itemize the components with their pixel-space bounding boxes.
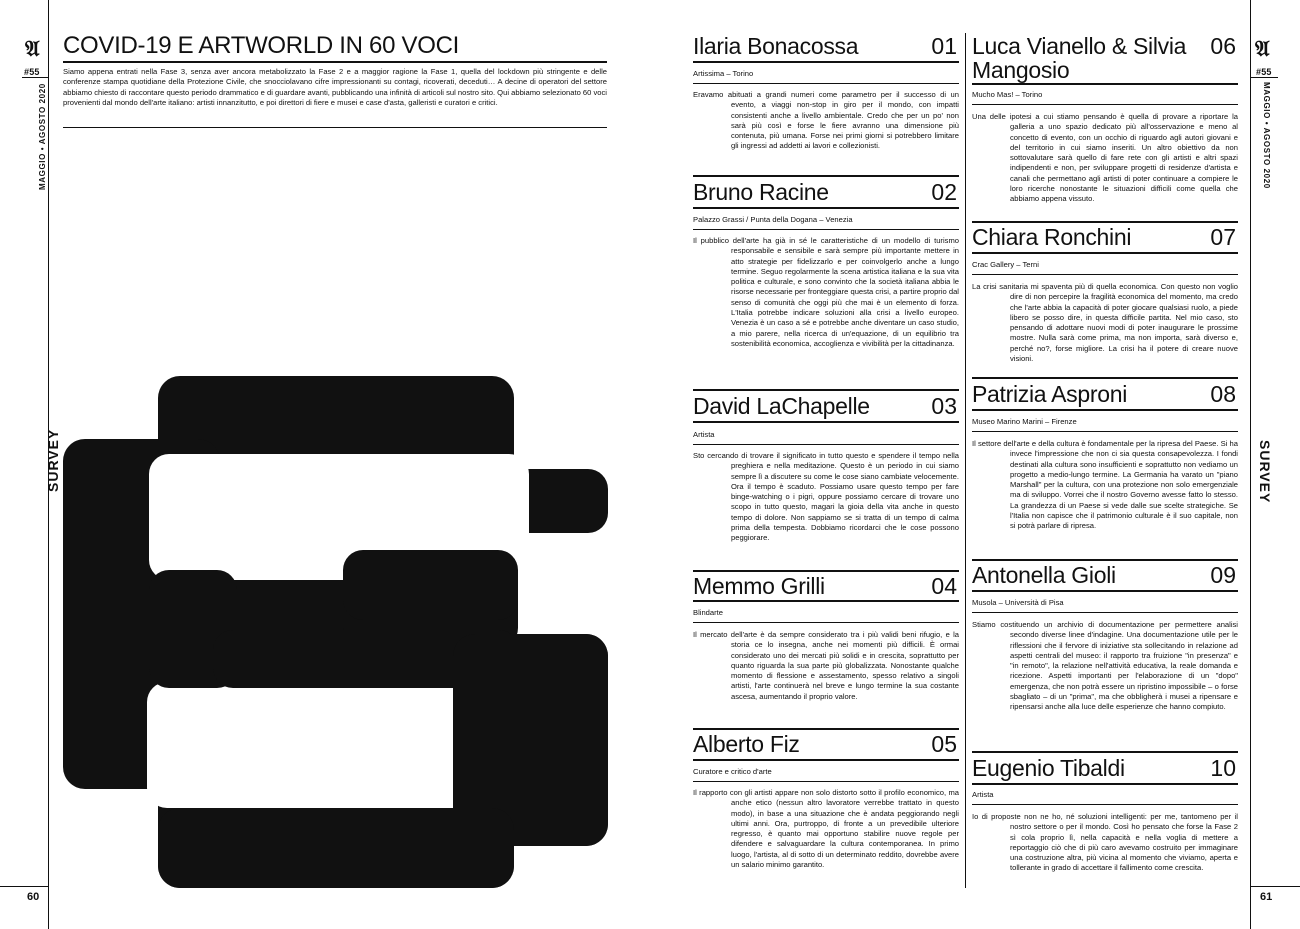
entry-rule — [972, 783, 1238, 785]
entry-05-header — [693, 732, 959, 762]
entry-04-affiliation: Blindarte — [693, 608, 723, 617]
entry-rule — [693, 229, 959, 230]
entry-number: 08 — [1210, 381, 1236, 407]
issue-rule — [22, 77, 48, 78]
column-rule — [965, 33, 966, 888]
entry-05-text: Il rapporto con gli artisti appare non solo distorto sotto il profilo economico, ma anche etico (nessun altro lavoratore verrebbe trattato in questo modo), in base a una situazione che è andata peggiorando negli ultimi anni. Ora, purtroppo, di fronte a un prevedibile ulteriore regresso, è quanto mai opportuno stabilire nuove regole per difendere e salvaguardare la cultura contemporanea. In primo luogo, l'artista, al di sotto di un determinato reddito, dovrebbe avere un salario minimo garantito. — [693, 788, 959, 870]
artribune-logo-icon: 𝔄 — [1255, 36, 1270, 62]
entry-08-affiliation: Museo Marino Marini – Firenze — [972, 417, 1077, 426]
entry-03-affiliation: Artista — [693, 430, 715, 439]
issue-rule-right — [1250, 77, 1278, 78]
article-intro: Siamo appena entrati nella Fase 3, senza aver ancora metabolizzato la Fase 2 e a maggior ragione la Fase 1, quella del lockdown più stringente e delle conferenze stampa quotidiane della Protezione Civile, che snocciolavano cifre impressionanti su contagi, ricoverati, deceduti… A decine di operatori del settore abbiamo chiesto di raccontare questo periodo drammatico e di guardare avanti, pubblicando una infinità di articoli sul nostro sito. Qui abbiamo selezionato 60 voci provenienti dal mondo dell'arte italiano: artisti innanzitutto, e poi direttori di fiere e musei e case d'asta, galleristi e curatori e critici. — [63, 67, 607, 108]
page-number-left: 60 — [27, 891, 40, 903]
issue-number-right: #55 — [1256, 67, 1272, 77]
entry-name: Chiara Ronchini — [972, 224, 1132, 250]
entry-07-text: La crisi sanitaria mi spaventa più di quella economica. Con questo non voglio dire di non percepire la fragilità economica del momento, ma credo che l'arte abbia la capacità di poter giocare qualsiasi ruolo, a piede libero se posso dire, in questa difficile partita. Nel mio caso, sto pensando di adottare nuovi modi di poter inaugurare le prossime mostre. Nulla sarà come prima, ma non importa, sarà diverso e, perché no?, forse migliore. La crisi ha il potere di creare nuove visioni. — [972, 282, 1238, 364]
entry-rule — [693, 570, 959, 572]
entry-02-header — [693, 180, 959, 210]
issue-date-left: MAGGIO • AGOSTO 2020 — [38, 83, 47, 190]
entry-10-header — [972, 756, 1238, 786]
s-block — [158, 808, 514, 888]
section-label-right: SURVEY — [1257, 440, 1273, 504]
entry-09-text: Stiamo costituendo un archivio di documentazione per permettere analisi secondo diverse linee d'indagine. Una documentazione utile per le riflessioni che il fervore di iniziative sta sollecitando in relazione ad aspetti centrali del museo: il rapporto tra fruizione "in presenza" e "in remoto", la relazione nell'attività educativa, la reale domanda e ricezione. Aspetti importanti per l'elaborazione di un "dopo" emergenza, che non potrà essere un ripristino impossibile – o forse sbagliato – di un "prima", ma che obbligherà i musei a ripensare e ripensarsi anche alla luce delle esperienze che hanno compiuto. — [972, 620, 1238, 712]
entry-name: Alberto Fiz — [693, 731, 800, 757]
entry-rule — [972, 83, 1238, 85]
page-number-right: 61 — [1260, 891, 1273, 903]
right-margin-rule — [1250, 0, 1251, 929]
entry-number: 07 — [1210, 224, 1236, 250]
artribune-logo-icon: 𝔄 — [25, 36, 40, 62]
entry-rule — [972, 431, 1238, 432]
entry-rule — [693, 622, 959, 623]
entry-06-affiliation: Mucho Mas! – Torino — [972, 90, 1043, 99]
entry-10-text: Io di proposte non ne ho, né soluzioni intelligenti: per me, tantomeno per il nostro settore o per il mondo. Così ho pensato che forse la Fase 2 sì cola proprio lì, nella capacità e nella voglia di mettere a reportaggio ciò che di più caro avevamo costruito per immaginare una costruzione altra, più vicina al momento che viviamo, aperta e tollerante in grado di accettare il fallimento come crescita. — [972, 812, 1238, 873]
page-title: COVID-19 E ARTWORLD IN 60 VOCI — [63, 32, 459, 59]
entry-rule — [693, 444, 959, 445]
entry-07-header — [972, 225, 1238, 255]
entry-rule — [972, 252, 1238, 254]
entry-07-affiliation: Crac Gallery – Terni — [972, 260, 1039, 269]
entry-name: Ilaria Bonacossa — [693, 33, 859, 59]
entry-name: Antonella Gioli — [972, 562, 1116, 588]
entry-number: 04 — [931, 573, 957, 599]
entry-rule — [693, 781, 959, 782]
entry-name: Memmo Grilli — [693, 573, 825, 599]
entry-03-text: Sto cercando di trovare il significato in tutto questo e spendere il tempo nella preghiera e nella meditazione. Questo è un periodo in cui siamo sempre lì a discutere su come le cose siano cambiate velocemente. Ora il tempo è scaduto. Possiamo usare questo tempo per fare binge-watching o i pigri, oppure possiamo cercare di trovare uno scopo in tutto questo, magari la gioia della vita anche in questo tempo di dolore. Non sappiamo se si tratta di un tempo di calma prima della tempesta. Dobbiamo ricordarci che le cose possono peggiorare. — [693, 451, 959, 543]
entry-rule — [972, 559, 1238, 561]
entry-rule — [693, 728, 959, 730]
entry-09-affiliation: Musola – Università di Pisa — [972, 598, 1064, 607]
intro-rule — [63, 127, 607, 128]
entry-rule — [693, 421, 959, 423]
entry-10-affiliation: Artista — [972, 790, 994, 799]
entry-rule — [693, 83, 959, 84]
entry-rule — [972, 612, 1238, 613]
entry-03-header — [693, 394, 959, 424]
section-label-left: SURVEY — [45, 428, 61, 492]
issue-date-right: MAGGIO • AGOSTO 2020 — [1262, 82, 1271, 189]
folio-rule-right — [1250, 886, 1300, 887]
entry-number: 01 — [931, 33, 957, 59]
entry-number: 09 — [1210, 562, 1236, 588]
entry-number: 06 — [1210, 33, 1236, 59]
entry-name: Bruno Racine — [693, 179, 829, 205]
entry-rule — [972, 104, 1238, 105]
entry-06-text: Una delle ipotesi a cui stiamo pensando è quella di provare a riportare la galleria a uno spazio dedicato più all'osservazione e meno al concetto di evento, con un occhio di riguardo agli autori giovani e del territorio in cui siamo inseriti. Un altro obiettivo da non sottovalutare sarà quello di fare rete con gli artisti e altri spazi indipendenti e non, per sviluppare progetti di residenze d'artista e canali che permettano agli artisti di poter continuare a compiere le loro ricerche nonostante le situazioni difficili come quella che abbiamo appena vissuto. — [972, 112, 1238, 204]
entry-rule — [693, 600, 959, 602]
entry-01-header — [693, 34, 959, 64]
entry-number: 02 — [931, 179, 957, 205]
entry-number: 03 — [931, 393, 957, 419]
s-block — [343, 550, 518, 620]
entry-06-header — [972, 34, 1238, 84]
entry-name: Patrizia Asproni — [972, 381, 1127, 407]
folio-rule-left — [0, 886, 48, 887]
entry-name: Luca Vianello & Silvia Mangosio — [972, 33, 1187, 83]
entry-05-affiliation: Curatore e critico d'arte — [693, 767, 772, 776]
entry-rule — [972, 274, 1238, 275]
pixel-s-illustration — [63, 376, 608, 888]
entry-rule — [693, 389, 959, 391]
entry-08-header — [972, 382, 1238, 412]
entry-rule — [972, 804, 1238, 805]
entry-08-text: Il settore dell'arte e della cultura è fondamentale per la ripresa del Paese. Si ha invece l'impressione che non ci sia questa consapevolezza. I fondi destinati alla cultura sono insufficienti e soprattutto non vediamo un progetto a medio-lungo termine. La Germania ha varato un "piano Marshall" per la cultura, con una protezione non solo emergenziale ma di sviluppo. Vorrei che il nostro Governo avesse fatto lo stesso. La grandezza di un Paese si vede dalle sue scelte strategiche. Se l'Italia non capisce che il patrimonio culturale è il suo capitale, non si potrà parlare di ripresa. — [972, 439, 1238, 531]
entry-02-text: Il pubblico dell'arte ha già in sé le caratteristiche di un modello di turismo responsabile e sensibile e sarà sempre più importante mettere in atto strategie per fidelizzarlo e per coinvolgerlo anche a lungo termine. Seguo regolarmente la scena artistica italiana e la sua vita politica e culturale, e sono convinto che la società italiana abbia le risorse necessarie per fronteggiare questa crisi, a partire proprio dal senso di comunità che oggi più che mai è un elemento di forza. L'Italia potrebbe indicare soluzioni alla crisi a livello europeo. Venezia è un caso a sé e potrebbe anche diventare un caso studio, a mio parere, nella ricerca di un'equazione, di un equilibrio tra sostenibilità economica, accoglienza e vivibilità per la cittadinanza. — [693, 236, 959, 348]
entry-rule — [972, 377, 1238, 379]
entry-rule — [972, 590, 1238, 592]
entry-01-affiliation: Artissima – Torino — [693, 69, 754, 78]
entry-01-text: Eravamo abituati a grandi numeri come parametro per il successo di un evento, a viaggi non-stop in giro per il mondo, con impatti consistenti anche a livello ambientale. Credo che per un po' non sarà più così e forse le fiere avranno una dimensione più contenuta, più umana. Forse nei primi giorni si potrebbero limitare gli ingressi ad addetti ai lavori e collezionisti. — [693, 90, 959, 151]
entry-name: Eugenio Tibaldi — [972, 755, 1125, 781]
entry-02-affiliation: Palazzo Grassi / Punta della Dogana – Venezia — [693, 215, 853, 224]
entry-number: 05 — [931, 731, 957, 757]
title-rule — [63, 61, 607, 63]
issue-number: #55 — [24, 67, 40, 77]
entry-rule — [693, 61, 959, 63]
entry-rule — [693, 207, 959, 209]
entry-rule — [972, 751, 1238, 753]
entry-name: David LaChapelle — [693, 393, 870, 419]
entry-rule — [972, 221, 1238, 223]
entry-number: 10 — [1210, 755, 1236, 781]
entry-04-text: Il mercato dell'arte è da sempre considerato tra i più validi beni rifugio, e la storia ce lo insegna, anche nei momenti più difficili. È ormai considerato uno dei mercati più solidi e in crescita, soprattutto per quanto riguarda la sua parte più globalizzata. Nonostante qualche momento di flessione e assestamento, spesso relativo a singoli artisti, l'arte continuerà nel breve e lungo termine la sua costante ascesa, aumentando il proprio valore. — [693, 630, 959, 701]
entry-rule — [693, 175, 959, 177]
entry-rule — [693, 759, 959, 761]
entry-rule — [972, 409, 1238, 411]
entry-09-header — [972, 563, 1238, 593]
